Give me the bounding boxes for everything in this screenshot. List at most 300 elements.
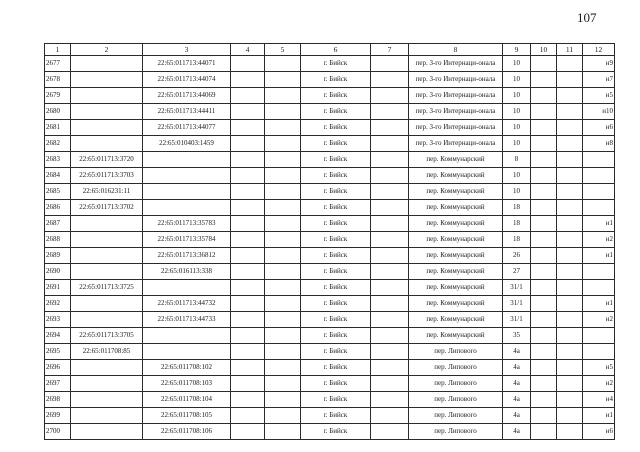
house-number-cell: 4а (503, 392, 531, 408)
house-number-cell: 4а (503, 344, 531, 360)
cadastral-number-cell: 22:65:011713:44733 (143, 312, 231, 328)
parcel-number-cell (71, 248, 143, 264)
house-number-cell: 18 (503, 200, 531, 216)
street-cell: пер. Коммунарский (409, 312, 503, 328)
col11-cell (557, 136, 583, 152)
col10-cell (531, 248, 557, 264)
city-cell: г. Бийск (301, 296, 371, 312)
street-cell: пер. Коммунарский (409, 264, 503, 280)
row-number-cell: 2679 (45, 88, 71, 104)
column-header-11: 11 (557, 44, 583, 56)
col5-cell (265, 424, 301, 440)
col11-cell (557, 72, 583, 88)
premises-cell: н1 (583, 296, 615, 312)
table-row (45, 392, 615, 408)
col7-cell (371, 296, 409, 312)
row-number-cell: 2698 (45, 392, 71, 408)
row-number-cell: 2677 (45, 56, 71, 72)
parcel-number-cell (71, 232, 143, 248)
col5-cell (265, 104, 301, 120)
col10-cell (531, 56, 557, 72)
col11-cell (557, 104, 583, 120)
col7-cell (371, 328, 409, 344)
col10-cell (531, 136, 557, 152)
table-row (45, 344, 615, 360)
col4-cell (231, 168, 265, 184)
row-number-cell: 2689 (45, 248, 71, 264)
parcel-number-cell: 22:65:016231:11 (71, 184, 143, 200)
column-header-5: 5 (265, 44, 301, 56)
cadastral-number-cell: 22:65:011713:44069 (143, 88, 231, 104)
parcel-number-cell (71, 120, 143, 136)
registry-table (44, 43, 615, 440)
column-header-1: 1 (45, 44, 71, 56)
house-number-cell: 8 (503, 152, 531, 168)
table-row (45, 104, 615, 120)
city-cell: г. Бийск (301, 152, 371, 168)
house-number-cell: 10 (503, 72, 531, 88)
row-number-cell: 2678 (45, 72, 71, 88)
column-header-8: 8 (409, 44, 503, 56)
cadastral-number-cell: 22:65:011713:44071 (143, 56, 231, 72)
premises-cell: н1 (583, 216, 615, 232)
col10-cell (531, 376, 557, 392)
col11-cell (557, 408, 583, 424)
city-cell: г. Бийск (301, 120, 371, 136)
house-number-cell: 26 (503, 248, 531, 264)
city-cell: г. Бийск (301, 376, 371, 392)
house-number-cell: 10 (503, 88, 531, 104)
city-cell: г. Бийск (301, 248, 371, 264)
house-number-cell: 4а (503, 376, 531, 392)
col4-cell (231, 280, 265, 296)
row-number-cell: 2684 (45, 168, 71, 184)
street-cell: пер. Липового (409, 408, 503, 424)
col11-cell (557, 392, 583, 408)
cadastral-number-cell: 22:65:011713:44077 (143, 120, 231, 136)
cadastral-number-cell: 22:65:010403:1459 (143, 136, 231, 152)
col4-cell (231, 72, 265, 88)
col10-cell (531, 328, 557, 344)
cadastral-number-cell: 22:65:016113:338 (143, 264, 231, 280)
house-number-cell: 4а (503, 408, 531, 424)
col11-cell (557, 312, 583, 328)
col5-cell (265, 264, 301, 280)
premises-cell: н8 (583, 136, 615, 152)
street-cell: пер. Коммунарский (409, 184, 503, 200)
col4-cell (231, 424, 265, 440)
col11-cell (557, 360, 583, 376)
table-body (45, 56, 615, 440)
city-cell: г. Бийск (301, 264, 371, 280)
premises-cell: н2 (583, 376, 615, 392)
col5-cell (265, 376, 301, 392)
col10-cell (531, 424, 557, 440)
col7-cell (371, 232, 409, 248)
house-number-cell: 31/1 (503, 296, 531, 312)
cadastral-number-cell: 22:65:011713:36812 (143, 248, 231, 264)
col11-cell (557, 200, 583, 216)
col10-cell (531, 296, 557, 312)
col4-cell (231, 392, 265, 408)
table-row (45, 264, 615, 280)
parcel-number-cell (71, 296, 143, 312)
street-cell: пер. Коммунарский (409, 168, 503, 184)
city-cell: г. Бийск (301, 344, 371, 360)
table-header (45, 44, 615, 56)
street-cell: пер. 3-го Интернаци-онала (409, 88, 503, 104)
table-row (45, 200, 615, 216)
col7-cell (371, 136, 409, 152)
col5-cell (265, 392, 301, 408)
col5-cell (265, 72, 301, 88)
col5-cell (265, 360, 301, 376)
col7-cell (371, 360, 409, 376)
col11-cell (557, 184, 583, 200)
row-number-cell: 2695 (45, 344, 71, 360)
premises-cell: н1 (583, 408, 615, 424)
table-row (45, 328, 615, 344)
cadastral-number-cell: 22:65:011713:44732 (143, 296, 231, 312)
table-row (45, 88, 615, 104)
premises-cell: н4 (583, 392, 615, 408)
column-header-3: 3 (143, 44, 231, 56)
street-cell: пер. Коммунарский (409, 200, 503, 216)
parcel-number-cell (71, 360, 143, 376)
col5-cell (265, 216, 301, 232)
premises-cell (583, 344, 615, 360)
col7-cell (371, 312, 409, 328)
parcel-number-cell (71, 264, 143, 280)
street-cell: пер. Липового (409, 344, 503, 360)
parcel-number-cell: 22:65:011713:3725 (71, 280, 143, 296)
col4-cell (231, 232, 265, 248)
row-number-cell: 2700 (45, 424, 71, 440)
premises-cell: н1 (583, 248, 615, 264)
street-cell: пер. 3-го Интернаци-онала (409, 136, 503, 152)
col4-cell (231, 88, 265, 104)
col4-cell (231, 120, 265, 136)
col7-cell (371, 152, 409, 168)
house-number-cell: 4а (503, 360, 531, 376)
col11-cell (557, 248, 583, 264)
cadastral-number-cell: 22:65:011708:103 (143, 376, 231, 392)
col11-cell (557, 344, 583, 360)
parcel-number-cell (71, 216, 143, 232)
street-cell: пер. Коммунарский (409, 216, 503, 232)
parcel-number-cell: 22:65:011713:3703 (71, 168, 143, 184)
col11-cell (557, 168, 583, 184)
street-cell: пер. Коммунарский (409, 328, 503, 344)
row-number-cell: 2692 (45, 296, 71, 312)
house-number-cell: 10 (503, 56, 531, 72)
cadastral-number-cell (143, 328, 231, 344)
col7-cell (371, 264, 409, 280)
col11-cell (557, 424, 583, 440)
col10-cell (531, 312, 557, 328)
col11-cell (557, 328, 583, 344)
col4-cell (231, 360, 265, 376)
house-number-cell: 10 (503, 136, 531, 152)
row-number-cell: 2699 (45, 408, 71, 424)
street-cell: пер. Липового (409, 376, 503, 392)
table-row (45, 216, 615, 232)
col10-cell (531, 408, 557, 424)
cadastral-number-cell: 22:65:011708:104 (143, 392, 231, 408)
premises-cell: н2 (583, 312, 615, 328)
col10-cell (531, 104, 557, 120)
col4-cell (231, 216, 265, 232)
city-cell: г. Бийск (301, 280, 371, 296)
table-row (45, 72, 615, 88)
page-number: 107 (577, 10, 597, 25)
street-cell: пер. Липового (409, 424, 503, 440)
col5-cell (265, 248, 301, 264)
house-number-cell: 10 (503, 120, 531, 136)
col4-cell (231, 264, 265, 280)
table-row (45, 136, 615, 152)
street-cell: пер. 3-го Интернаци-онала (409, 72, 503, 88)
house-number-cell: 4а (503, 424, 531, 440)
row-number-cell: 2683 (45, 152, 71, 168)
cadastral-number-cell (143, 168, 231, 184)
cadastral-number-cell (143, 184, 231, 200)
table-row (45, 296, 615, 312)
house-number-cell: 10 (503, 184, 531, 200)
col4-cell (231, 376, 265, 392)
row-number-cell: 2682 (45, 136, 71, 152)
table-row (45, 280, 615, 296)
col5-cell (265, 200, 301, 216)
row-number-cell: 2691 (45, 280, 71, 296)
city-cell: г. Бийск (301, 360, 371, 376)
col7-cell (371, 376, 409, 392)
row-number-cell: 2694 (45, 328, 71, 344)
col4-cell (231, 296, 265, 312)
street-cell: пер. Коммунарский (409, 296, 503, 312)
parcel-number-cell (71, 376, 143, 392)
parcel-number-cell (71, 312, 143, 328)
column-header-9: 9 (503, 44, 531, 56)
column-header-10: 10 (531, 44, 557, 56)
col7-cell (371, 280, 409, 296)
parcel-number-cell: 22:65:011713:3720 (71, 152, 143, 168)
col11-cell (557, 376, 583, 392)
col11-cell (557, 264, 583, 280)
col4-cell (231, 200, 265, 216)
table-row (45, 120, 615, 136)
table-row (45, 408, 615, 424)
col10-cell (531, 200, 557, 216)
col4-cell (231, 136, 265, 152)
parcel-number-cell (71, 408, 143, 424)
col10-cell (531, 360, 557, 376)
row-number-cell: 2693 (45, 312, 71, 328)
col7-cell (371, 216, 409, 232)
street-cell: пер. Коммунарский (409, 248, 503, 264)
cadastral-number-cell (143, 200, 231, 216)
col7-cell (371, 424, 409, 440)
row-number-cell: 2690 (45, 264, 71, 280)
col7-cell (371, 104, 409, 120)
col7-cell (371, 344, 409, 360)
col10-cell (531, 72, 557, 88)
col5-cell (265, 312, 301, 328)
cadastral-number-cell (143, 280, 231, 296)
row-number-cell: 2686 (45, 200, 71, 216)
city-cell: г. Бийск (301, 72, 371, 88)
col10-cell (531, 152, 557, 168)
row-number-cell: 2680 (45, 104, 71, 120)
city-cell: г. Бийск (301, 328, 371, 344)
table-row (45, 168, 615, 184)
col11-cell (557, 152, 583, 168)
row-number-cell: 2681 (45, 120, 71, 136)
premises-cell: н6 (583, 424, 615, 440)
col10-cell (531, 344, 557, 360)
city-cell: г. Бийск (301, 184, 371, 200)
city-cell: г. Бийск (301, 168, 371, 184)
col10-cell (531, 232, 557, 248)
col5-cell (265, 232, 301, 248)
col5-cell (265, 408, 301, 424)
city-cell: г. Бийск (301, 216, 371, 232)
row-number-cell: 2696 (45, 360, 71, 376)
city-cell: г. Бийск (301, 312, 371, 328)
col7-cell (371, 168, 409, 184)
premises-cell: н5 (583, 360, 615, 376)
col11-cell (557, 232, 583, 248)
parcel-number-cell (71, 72, 143, 88)
parcel-number-cell (71, 424, 143, 440)
premises-cell (583, 264, 615, 280)
row-number-cell: 2687 (45, 216, 71, 232)
row-number-cell: 2697 (45, 376, 71, 392)
parcel-number-cell (71, 136, 143, 152)
house-number-cell: 35 (503, 328, 531, 344)
col5-cell (265, 56, 301, 72)
premises-cell (583, 280, 615, 296)
col4-cell (231, 344, 265, 360)
table-row (45, 424, 615, 440)
table-row (45, 184, 615, 200)
table-row (45, 376, 615, 392)
col11-cell (557, 56, 583, 72)
col5-cell (265, 296, 301, 312)
col10-cell (531, 88, 557, 104)
table-row (45, 56, 615, 72)
col5-cell (265, 344, 301, 360)
col5-cell (265, 280, 301, 296)
house-number-cell: 10 (503, 168, 531, 184)
col5-cell (265, 136, 301, 152)
parcel-number-cell: 22:65:011713:3705 (71, 328, 143, 344)
cadastral-number-cell (143, 344, 231, 360)
col5-cell (265, 152, 301, 168)
col4-cell (231, 152, 265, 168)
column-header-6: 6 (301, 44, 371, 56)
col5-cell (265, 328, 301, 344)
premises-cell (583, 328, 615, 344)
city-cell: г. Бийск (301, 56, 371, 72)
column-header-2: 2 (71, 44, 143, 56)
house-number-cell: 18 (503, 232, 531, 248)
city-cell: г. Бийск (301, 408, 371, 424)
city-cell: г. Бийск (301, 88, 371, 104)
col10-cell (531, 392, 557, 408)
house-number-cell: 18 (503, 216, 531, 232)
premises-cell: н7 (583, 72, 615, 88)
col4-cell (231, 408, 265, 424)
col4-cell (231, 312, 265, 328)
row-number-cell: 2688 (45, 232, 71, 248)
premises-cell: н2 (583, 232, 615, 248)
col11-cell (557, 216, 583, 232)
column-header-12: 12 (583, 44, 615, 56)
city-cell: г. Бийск (301, 392, 371, 408)
col11-cell (557, 280, 583, 296)
col10-cell (531, 168, 557, 184)
house-number-cell: 27 (503, 264, 531, 280)
col10-cell (531, 120, 557, 136)
col4-cell (231, 184, 265, 200)
street-cell: пер. 3-го Интернаци-онала (409, 56, 503, 72)
premises-cell (583, 168, 615, 184)
house-number-cell: 31/1 (503, 312, 531, 328)
col5-cell (265, 168, 301, 184)
premises-cell: н10 (583, 104, 615, 120)
col7-cell (371, 88, 409, 104)
col4-cell (231, 328, 265, 344)
col7-cell (371, 392, 409, 408)
parcel-number-cell (71, 56, 143, 72)
cadastral-number-cell: 22:65:011708:102 (143, 360, 231, 376)
col4-cell (231, 56, 265, 72)
city-cell: г. Бийск (301, 104, 371, 120)
premises-cell: н6 (583, 120, 615, 136)
premises-cell: н9 (583, 56, 615, 72)
header-row (45, 44, 615, 56)
city-cell: г. Бийск (301, 136, 371, 152)
street-cell: пер. Липового (409, 360, 503, 376)
col7-cell (371, 184, 409, 200)
col10-cell (531, 184, 557, 200)
table-row (45, 360, 615, 376)
city-cell: г. Бийск (301, 200, 371, 216)
cadastral-number-cell: 22:65:011713:35783 (143, 216, 231, 232)
table-row (45, 232, 615, 248)
street-cell: пер. 3-го Интернаци-онала (409, 104, 503, 120)
premises-cell (583, 184, 615, 200)
col7-cell (371, 56, 409, 72)
col4-cell (231, 248, 265, 264)
parcel-number-cell: 22:65:011708:85 (71, 344, 143, 360)
parcel-number-cell (71, 104, 143, 120)
col10-cell (531, 216, 557, 232)
cadastral-number-cell: 22:65:011708:105 (143, 408, 231, 424)
street-cell: пер. Коммунарский (409, 152, 503, 168)
col7-cell (371, 408, 409, 424)
premises-cell: н5 (583, 88, 615, 104)
city-cell: г. Бийск (301, 424, 371, 440)
table-row (45, 248, 615, 264)
street-cell: пер. 3-го Интернаци-онала (409, 120, 503, 136)
cadastral-number-cell (143, 152, 231, 168)
col7-cell (371, 120, 409, 136)
street-cell: пер. Липового (409, 392, 503, 408)
cadastral-number-cell: 22:65:011713:44411 (143, 104, 231, 120)
col7-cell (371, 72, 409, 88)
